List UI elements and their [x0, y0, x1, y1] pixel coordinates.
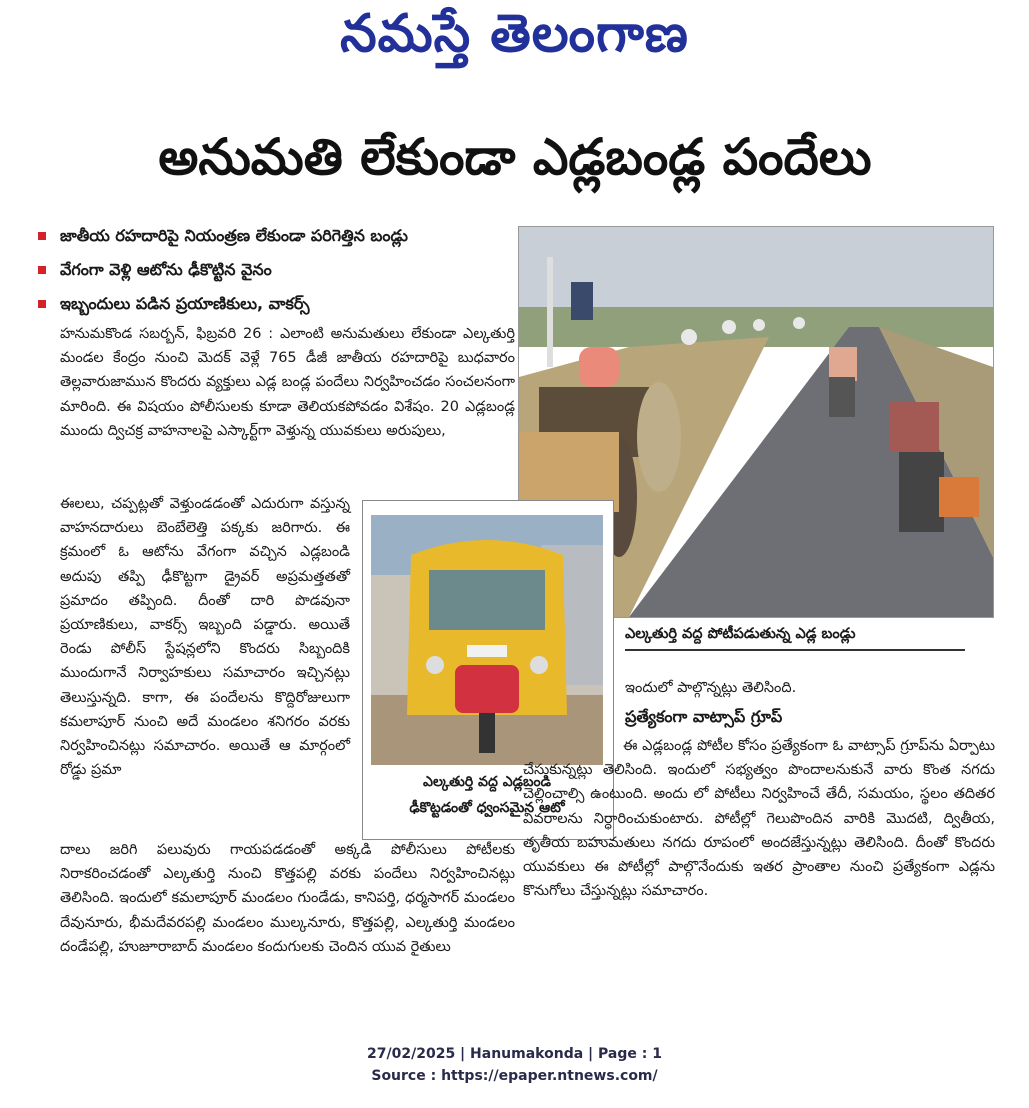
- damaged-auto-photo: [371, 515, 603, 765]
- bullet-item: [34, 290, 514, 324]
- bullet-text: జాతీయ రహదారిపై నియంత్రణ లేకుండా పరిగెత్తిన బండ్లు: [60, 226, 408, 245]
- bullet-square-icon: [38, 232, 46, 240]
- bullet-square-icon: [38, 266, 46, 274]
- newspaper-masthead: నమస్తే తెలంగాణ: [340, 4, 689, 64]
- highlight-bullets: [34, 222, 514, 324]
- bullet-square-icon: [38, 300, 46, 308]
- auto-photo-illustration: [371, 515, 603, 765]
- bullet-item: [34, 256, 514, 290]
- footer-source-link[interactable]: Source : https://epaper.ntnews.com/: [371, 1068, 658, 1084]
- auto-caption-line1: ఎల్కతుర్తి వద్ద ఎడ్లబండి: [422, 774, 552, 790]
- bullet-text: ఇబ్బందులు పడిన ప్రయాణికులు, వాకర్స్: [60, 294, 310, 313]
- bullet-text: వేగంగా వెళ్లి ఆటోను ఢీకొట్టిన వైనం: [60, 260, 272, 279]
- subheading-whatsapp-group: ప్రత్యేకంగా వాట్సాప్ గ్రూప్: [625, 707, 783, 726]
- article-headline: అనుమతి లేకుండా ఎడ్లబండ్ల పందేలు: [158, 128, 872, 186]
- main-photo-caption: ఎల్కతుర్తి వద్ద పోటీపడుతున్న ఎడ్ల బండ్లు: [625, 626, 965, 651]
- article-paragraph-middle: ఈలలు, చప్పట్లతో వెళ్తుండడంతో ఎదురుగా వస్తున్న వాహనదారులు బెంబేలెత్తి పక్కకు జరిగారు. ఈ క్రమంలో ఓ ఆటోను వేగంగా వచ్చిన ఎడ్లబండి అదుపు తప్పి ఢీకొట్టగా డ్రైవర్ అప్రమత్తతతో ప్రమాదం తప్పింది. దీంతో దారి పొడవునా ప్రయాణికులు, వాకర్స్ ఇబ్బంది పడ్డారు. అయితే రెండు పోలీస్ స్టేషన్లలోని కొందరు సిబ్బందికి ముందుగానే నిర్వాహకులు సమాచారం ఇచ్చినట్లు తెలుస్తున్నది. కాగా, ఈ పందేలను కొద్దిరోజులుగా కమలాపూర్ నుంచి అదే మండలం శనిగరం వరకు నిర్వహించినట్లు సమాచారం. అయితే ఆ మార్గంలో రోడ్డు ప్రమా: [60, 496, 350, 779]
- right-column-lead: ఇందులో పాల్గొన్నట్లు తెలిసింది.: [625, 680, 797, 696]
- right-column-body: ఈ ఎడ్లబండ్ల పోటీల కోసం ప్రత్యేకంగా ఓ వాట్సాప్ గ్రూప్‌ను ఏర్పాటు చేసుకున్నట్లు తెలిసింది. ఇందులో సభ్యత్వం పొందాలనుకునే వారు కొంత నగదు చెల్లించాల్సి ఉంటుంది. అందు లో పోటీలు నిర్వహించే తేదీ, సమయం, స్థలం తదితర వివరాలను నిర్ధారించుకుంటారు. పోటీల్లో గెలుపొందిన వారికి మొదటి, ద్వితీయ, తృతీయ బహుమతులు నగదు రూపంలో అందజేస్తున్నట్లు తెలిసింది. దీంతో కొందరు యువకులు ఈ పోటీల్లో పాల్గొనేందుకు ఇతర ప్రాంతాల నుంచి ప్రత్యేకంగా ఎడ్లను కొనుగోలు చేస్తున్నట్లు సమాచారం.: [523, 738, 995, 900]
- article-paragraph-tail: దాలు జరిగి పలువురు గాయపడడంతో అక్కడి పోలీసులు పోటీలకు నిరాకరించడంతో ఎల్కతుర్తి నుంచి కొత్తపల్లి వరకు పందేలు నిర్వహించినట్లు తెలిసింది. ఇందులో కమలాపూర్ మండలం గుండేడు, కానిపర్తి, ధర్మసాగర్ మండలం దేవునూరు, భీమదేవరపల్లి మండలం ముల్కనూరు, కొత్తపల్లి, ఎల్కతుర్తి మండలం దండేపల్లి, హుజూరాబాద్ మండలం కందుగులకు చెందిన యువ రైతులు: [60, 842, 515, 955]
- footer-date-page: 27/02/2025 | Hanumakonda | Page : 1: [367, 1046, 662, 1062]
- article-paragraph-intro: హనుమకొండ సబర్బన్, ఫిబ్రవరి 26 : ఎలాంటి అనుమతులు లేకుండా ఎల్కతుర్తి మండల కేంద్రం నుంచి మెదక్ వెళ్లే 765 డీజీ జాతీయ రహదారిపై బుధవారం తెల్లవారుజామున కొందరు వ్యక్తులు ఎడ్ల బండ్ల పందేలు నిర్వహించడం సంచలనంగా మారింది. ఈ విషయం పోలీసులకు కూడా తెలియకపోవడం విశేషం. 20 ఎడ్లబండ్ల ముందు ద్విచక్ర వాహనాలపై ఎస్కార్ట్‌గా వెళ్తున్న యువకులు అరుపులు,: [60, 326, 515, 439]
- bullet-item: [34, 222, 514, 256]
- auto-caption-line2: ఢీకొట్టడంతో ధ్వంసమైన ఆటో: [409, 800, 565, 816]
